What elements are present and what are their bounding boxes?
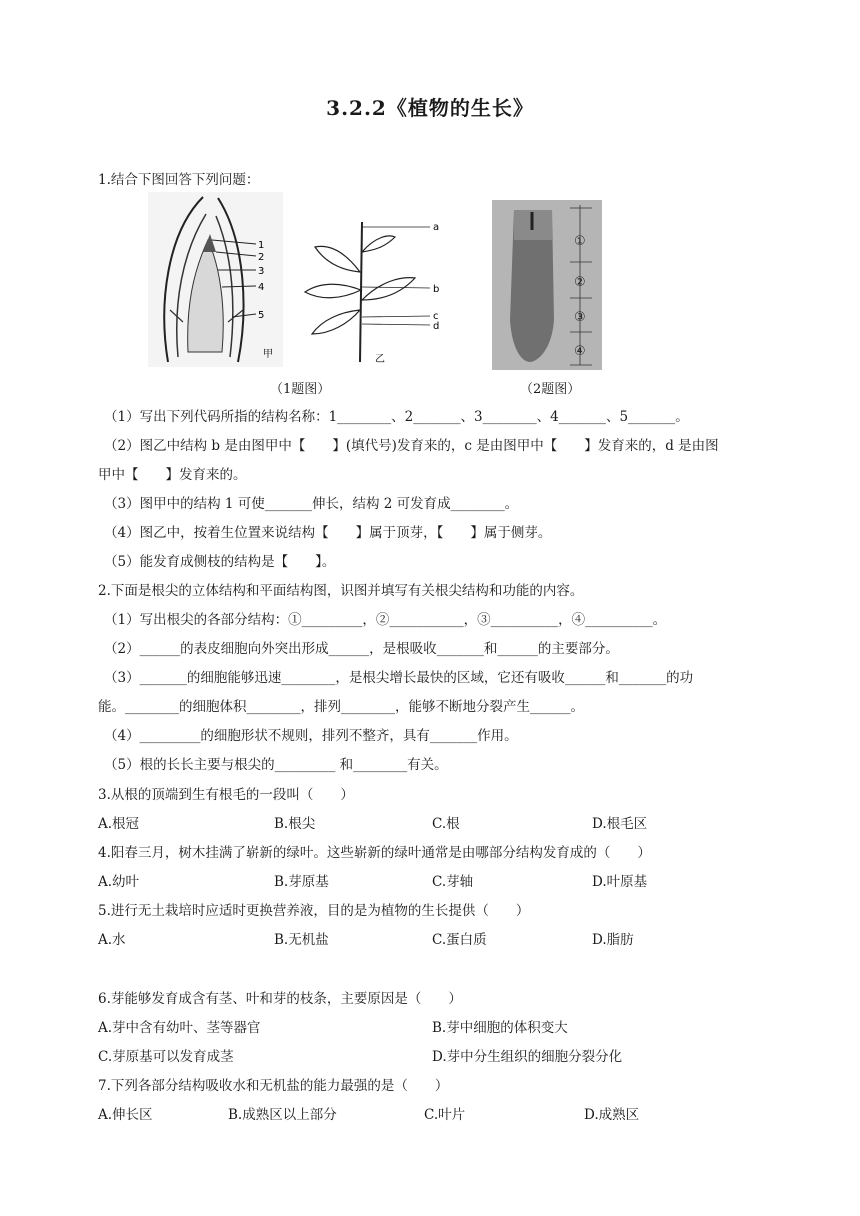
q7-option-b: B.成熟区以上部分 <box>228 1107 337 1123</box>
q2-part-1: （1）写出根尖的各部分结构：①_________，②___________，③__________，④__________。 <box>104 612 667 628</box>
yi-label-d: d <box>433 321 440 332</box>
q2-part-3: （3）_______的细胞能够迅速________，是根尖增长最快的区域，它还有吸收______和_______的功 <box>104 670 694 686</box>
q4-option-a: A.幼叶 <box>98 874 140 890</box>
jia-label-4: 4 <box>258 282 265 293</box>
question-4-stem: 4.阳春三月，树木挂满了崭新的绿叶。这些崭新的绿叶通常是由哪部分结构发育成的（ ） <box>98 845 651 861</box>
q2-part-2: （2）______的表皮细胞向外突出形成______，是根吸收_______和______的主要部分。 <box>104 641 619 657</box>
q1-part-2: （2）图乙中结构 b 是由图甲中【 】(填代号)发育来的，c 是由图甲中【 】发育来的，d 是由图 <box>104 438 719 454</box>
jia-caption: 甲 <box>263 349 273 360</box>
q5-option-a: A.水 <box>98 932 126 948</box>
question-6-stem: 6.芽能够发育成含有茎、叶和芽的枝条，主要原因是（ ） <box>98 991 462 1007</box>
root-label-2: ② <box>574 275 586 290</box>
q1-part-4: （4）图乙中，按着生位置来说结构【 】属于顶芽，【 】属于侧芽。 <box>104 525 552 541</box>
question-5-stem: 5.进行无土栽培时应适时更换营养液，目的是为植物的生长提供（ ） <box>98 903 530 919</box>
root-tip-figure <box>492 200 602 370</box>
q7-option-d: D.成熟区 <box>584 1107 640 1123</box>
jia-label-1: 1 <box>258 240 265 251</box>
q7-option-a: A.伸长区 <box>98 1107 153 1123</box>
q3-option-a: A.根冠 <box>98 816 140 832</box>
q3-option-c: C.根 <box>432 816 460 832</box>
question-1-stem: 1.结合下图回答下列问题： <box>98 172 260 188</box>
q2-part-5: （5）根的长长主要与根尖的_________ 和________有关。 <box>104 757 448 773</box>
yi-label-c: c <box>433 311 439 322</box>
q6-option-b: B.芽中细胞的体积变大 <box>432 1020 568 1036</box>
q3-option-d: D.根毛区 <box>592 816 648 832</box>
root-label-1: ① <box>574 234 586 249</box>
q6-option-c: C.芽原基可以发育成茎 <box>98 1049 234 1065</box>
figure-caption-2: （2题图） <box>520 382 581 397</box>
q7-option-c: C.叶片 <box>424 1107 466 1123</box>
q4-option-d: D.叶原基 <box>592 874 648 890</box>
q1-part-5: （5）能发育成侧枝的结构是【 】。 <box>104 554 336 570</box>
question-3-stem: 3.从根的顶端到生有根毛的一段叫（ ） <box>98 787 354 803</box>
jia-label-2: 2 <box>258 252 265 263</box>
yi-caption: 乙 <box>375 354 385 365</box>
q2-part-4: （4）_________的细胞形状不规则，排列不整齐，具有_______作用。 <box>104 728 518 744</box>
root-label-3: ③ <box>574 310 586 325</box>
q3-option-b: B.根尖 <box>274 816 316 832</box>
q2-part-3-cont: 能。________的细胞体积________，排列________，能够不断地分裂产生______。 <box>98 699 584 715</box>
root-label-4: ④ <box>574 344 586 359</box>
jia-label-5: 5 <box>258 310 265 321</box>
page-title: 3.2.2《植物的生长》 <box>326 96 534 120</box>
jia-label-3: 3 <box>258 266 265 277</box>
q6-option-d: D.芽中分生组织的细胞分裂分化 <box>432 1049 623 1065</box>
q6-option-a: A.芽中含有幼叶、茎等器官 <box>98 1020 261 1036</box>
q5-option-b: B.无机盐 <box>274 932 329 948</box>
question-2-stem: 2.下面是根尖的立体结构和平面结构图，识图并填写有关根尖结构和功能的内容。 <box>98 583 584 599</box>
q1-part-1: （1）写出下列代码所指的结构名称：1________、2_______、3________、4_______、5_______。 <box>104 409 689 425</box>
figure-caption-1: （1题图） <box>270 382 331 397</box>
q5-option-c: C.蛋白质 <box>432 932 487 948</box>
q5-option-d: D.脂肪 <box>592 932 634 948</box>
q1-part-2-cont: 甲中【 】发育来的。 <box>98 467 247 483</box>
q1-part-3: （3）图甲中的结构 1 可使_______伸长，结构 2 可发育成________。 <box>104 496 519 512</box>
q4-option-c: C.芽轴 <box>432 874 474 890</box>
bud-section-figure <box>148 192 283 367</box>
q4-option-b: B.芽原基 <box>274 874 329 890</box>
branch-figure <box>290 212 450 367</box>
yi-label-b: b <box>433 284 440 295</box>
question-7-stem: 7.下列各部分结构吸收水和无机盐的能力最强的是（ ） <box>98 1078 449 1094</box>
yi-label-a: a <box>433 222 440 233</box>
